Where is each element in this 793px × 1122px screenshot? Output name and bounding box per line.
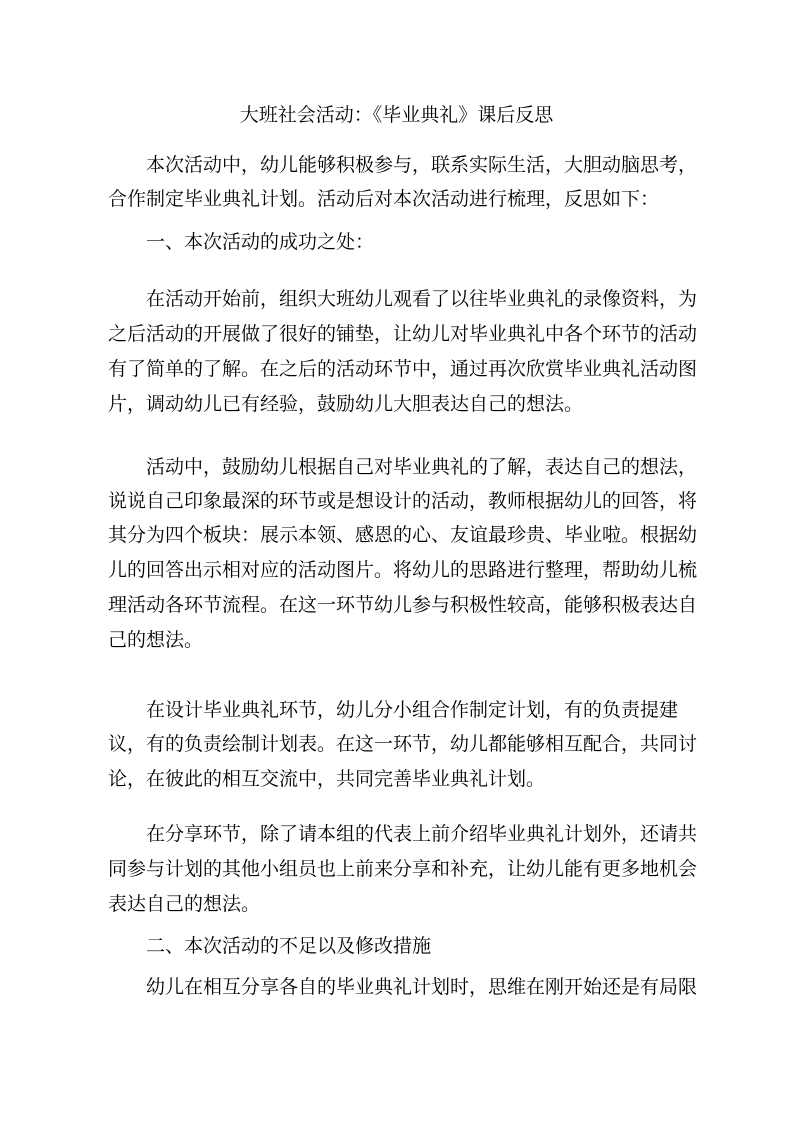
paragraph-line: 活动中，鼓励幼儿根据自己对毕业典礼的了解，表达自己的想法， <box>146 456 698 478</box>
paragraph-line: 理活动各环节流程。在这一环节幼儿参与积极性较高，能够积极表达自 <box>108 594 698 616</box>
document-title: 大班社会活动：《毕业典礼》课后反思 <box>239 104 554 126</box>
paragraph-line: 幼儿在相互分享各自的毕业典礼计划时，思维在刚开始还是有局限 <box>146 976 698 998</box>
paragraph-line: 本次活动中，幼儿能够积极参与，联系实际生活，大胆动脑思考， <box>146 154 698 176</box>
paragraph-line: 说说自己印象最深的环节或是想设计的活动，教师根据幼儿的回答，将 <box>108 490 698 512</box>
paragraph-line: 在设计毕业典礼环节，幼儿分小组合作制定计划，有的负责提建 <box>146 699 679 721</box>
paragraph-line: 其分为四个板块：展示本领、感恩的心、友谊最珍贵、毕业啦。根据幼 <box>108 524 698 546</box>
paragraph-line: 论，在彼此的相互交流中，共同完善毕业典礼计划。 <box>108 768 546 790</box>
paragraph-line: 之后活动的开展做了很好的铺垫，让幼儿对毕业典礼中各个环节的活动 <box>108 323 698 345</box>
paragraph-line: 合作制定毕业典礼计划。活动后对本次活动进行梳理，反思如下： <box>108 188 660 210</box>
section-heading: 一、本次活动的成功之处： <box>146 231 375 253</box>
paragraph-line: 在活动开始前，组织大班幼儿观看了以往毕业典礼的录像资料，为 <box>146 288 698 310</box>
paragraph-line: 议，有的负责绘制计划表。在这一环节，幼儿都能够相互配合，共同讨 <box>108 733 698 755</box>
paragraph-line: 有了简单的了解。在之后的活动环节中，通过再次欣赏毕业典礼活动图 <box>108 358 698 380</box>
paragraph-line: 儿的回答出示相对应的活动图片。将幼儿的思路进行整理，帮助幼儿梳 <box>108 559 698 581</box>
paragraph-line: 己的想法。 <box>108 629 204 651</box>
section-heading: 二、本次活动的不足以及修改措施 <box>146 935 432 957</box>
paragraph-line: 在分享环节，除了请本组的代表上前介绍毕业典礼计划外，还请共 <box>146 823 698 845</box>
paragraph-line: 片，调动幼儿已有经验，鼓励幼儿大胆表达自己的想法。 <box>108 393 584 415</box>
paragraph-line: 同参与计划的其他小组员也上前来分享和补充，让幼儿能有更多地机会 <box>108 858 698 880</box>
paragraph-line: 表达自己的想法。 <box>108 893 261 915</box>
